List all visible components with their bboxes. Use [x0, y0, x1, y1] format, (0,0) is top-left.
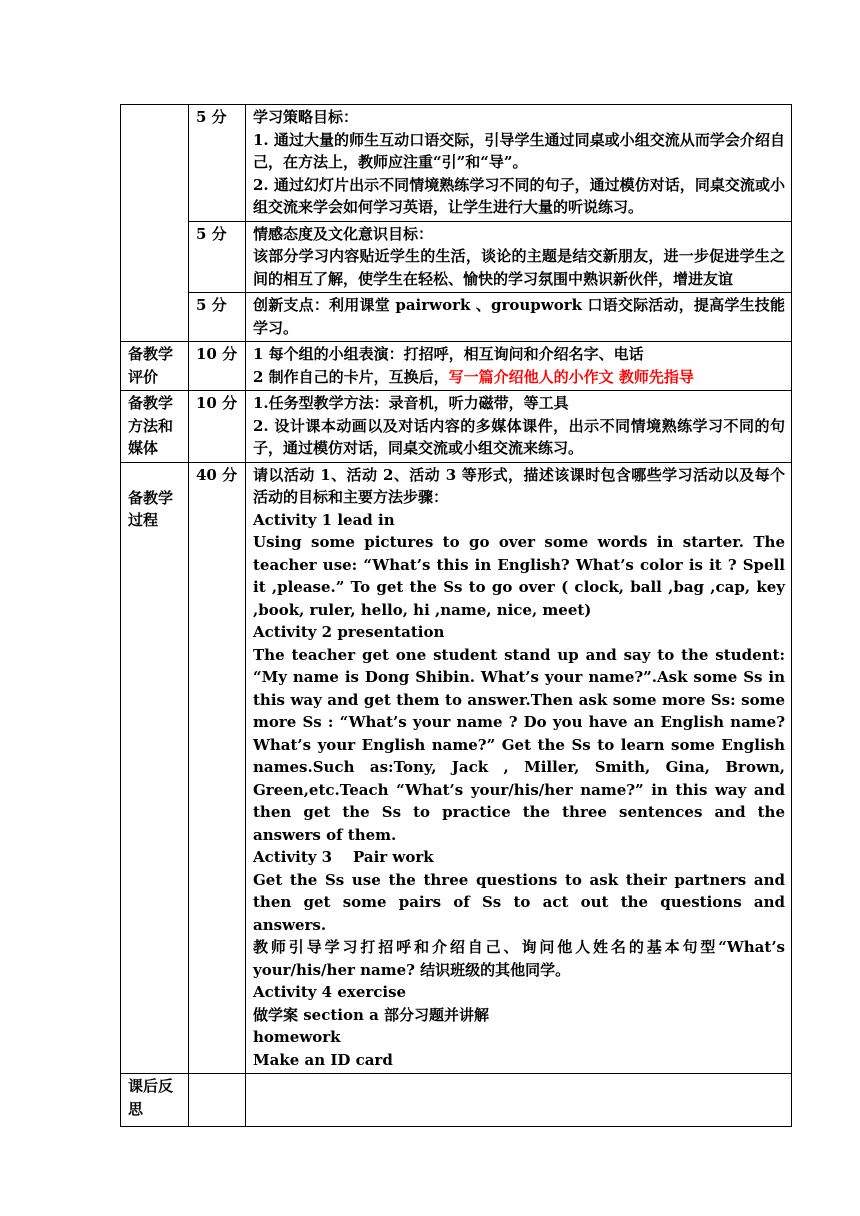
activity-heading: Activity 3 Pair work: [253, 848, 434, 866]
content-line: 2. 通过幻灯片出示不同情境熟练学习不同的句子，通过模仿对话，同桌交流或小组交流来学会如何学习英语，让学生进行大量的听说练习。: [253, 175, 785, 216]
content-line: 情感态度及文化意识目标：: [253, 224, 434, 243]
content-text: 2 制作自己的卡片，互换后，: [253, 367, 449, 386]
content-line: Get the Ss use the three questions to ask their partners and then get some pairs of Ss to act out the questions and answers.: [253, 870, 785, 934]
time-cell: [189, 1074, 246, 1127]
homework-heading: homework: [253, 1028, 341, 1046]
row-label: 备教学评价: [121, 342, 189, 391]
content-cell: [246, 293, 792, 342]
content-line: 创新支点：利用课堂 pairwork 、groupwork 口语交际活动，提高学生技能学习。: [253, 296, 785, 337]
table-row: [121, 221, 792, 293]
content-cell: [246, 221, 792, 293]
content-cell: [246, 462, 792, 1074]
content-line: 教师引导学习打招呼和介绍自己、询问他人姓名的基本句型“What’s your/his/her name? 结识班级的其他同学。: [253, 938, 785, 979]
table-row: [121, 462, 792, 1074]
content-line: The teacher get one student stand up and say to the student: “My name is Dong Shibin. What’s your name?”.Ask some Ss in this way and get them to answer.Then ask some more Ss: some more Ss : “What’s your name ? Do you have an English name? What’s your English name?” Get the Ss to learn some English names.Such as:Tony, Jack , Miller, Smith, Gina, Brown, Green,etc.Teach “What’s your/his/her name?” in this way and then get the Ss to practice the three sentences and the answers of them.: [253, 645, 785, 844]
row-label-empty: [121, 105, 189, 342]
content-cell: [246, 391, 792, 463]
time-cell: 5 分: [189, 221, 246, 293]
content-line: 2. 设计课本动画以及对话内容的多媒体课件，出示不同情境熟练学习不同的句子，通过模仿对话，同桌交流或小组交流来练习。: [253, 416, 785, 457]
activity-heading: Activity 4 exercise: [253, 983, 407, 1001]
lesson-plan-page: [120, 104, 791, 1127]
content-line: [253, 366, 785, 389]
activity-heading: Activity 2 presentation: [253, 623, 445, 641]
table-row: [121, 342, 792, 391]
content-line: 做学案 section a 部分习题并讲解: [253, 1005, 490, 1024]
content-line: 请以活动 1、活动 2、活动 3 等形式，描述该课时包含哪些学习活动以及每个活动的目标和主要方法步骤：: [253, 465, 785, 506]
time-cell: 40 分: [189, 462, 246, 1074]
row-label-text: 备教学过程: [128, 488, 174, 529]
content-cell-empty: [246, 1074, 792, 1127]
content-line: 1. 通过大量的师生互动口语交际，引导学生通过同桌或小组交流从而学会介绍自己，在方法上，教师应注重“引”和“导”。: [253, 130, 785, 171]
row-label: 备教学方法和媒体: [121, 391, 189, 463]
content-line: 1 每个组的小组表演：打招呼，相互询问和介绍名字、电话: [253, 345, 644, 363]
time-cell: 10 分: [189, 391, 246, 463]
row-label: [121, 462, 189, 1074]
row-label: 课后反思: [121, 1074, 189, 1127]
content-line: 学习策略目标：: [253, 108, 359, 126]
content-line: Using some pictures to go over some words in starter. The teacher use: “What’s this in English? What’s color is it ? Spell it ,please.” To get the Ss to go over ( clock, ball ,bag ,cap, key ,book, ruler, hello, hi ,name, nice, meet): [253, 533, 785, 619]
lesson-plan-table: [120, 104, 792, 1127]
content-line: Make an ID card: [253, 1050, 393, 1069]
content-cell: [246, 105, 792, 222]
content-line: 该部分学习内容贴近学生的生活，谈论的主题是结交新朋友，进一步促进学生之间的相互了解，使学生在轻松、愉快的学习氛围中熟识新伙伴，增进友谊: [253, 247, 785, 288]
table-row: [121, 105, 792, 222]
table-row: [121, 293, 792, 342]
content-line: 1.任务型教学方法：录音机，听力磁带，等工具: [253, 394, 569, 412]
table-row: [121, 1074, 792, 1127]
highlighted-text: 写一篇介绍他人的小作文 教师先指导: [448, 367, 694, 386]
activity-heading: Activity 1 lead in: [253, 510, 395, 529]
time-cell: 5 分: [189, 105, 246, 222]
time-cell: 5 分: [189, 293, 246, 342]
content-cell: [246, 342, 792, 391]
time-cell: 10 分: [189, 342, 246, 391]
table-row: [121, 391, 792, 463]
